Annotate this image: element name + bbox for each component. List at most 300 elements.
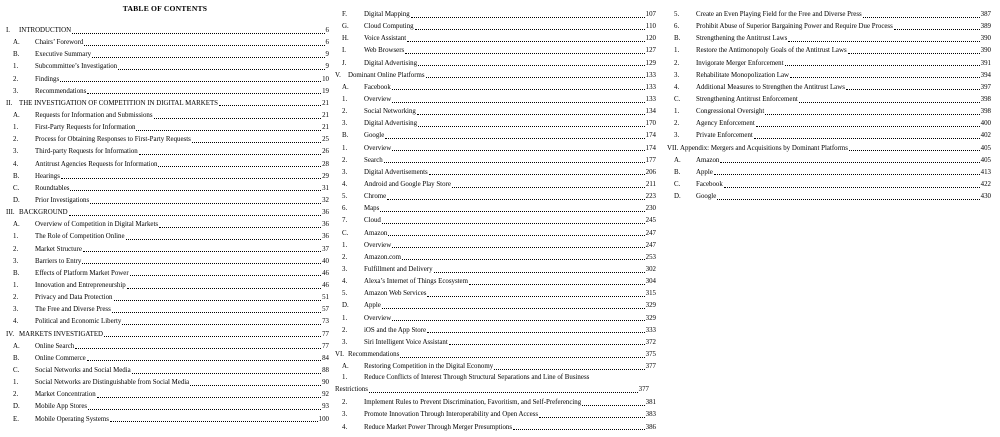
toc-entry[interactable] bbox=[335, 361, 656, 373]
toc-entry[interactable] bbox=[335, 45, 656, 57]
toc-entry[interactable] bbox=[667, 106, 991, 118]
toc-entry[interactable] bbox=[335, 203, 656, 215]
toc-entry-number: 1. bbox=[342, 95, 348, 103]
toc-entry-title: Prohibit Abuse of Superior Bargaining Power and Require Due Process bbox=[696, 23, 893, 31]
toc-entry[interactable] bbox=[335, 300, 656, 312]
toc-entry-title: Mobile Operating Systems bbox=[35, 415, 109, 423]
toc-entry-number: 3. bbox=[342, 168, 348, 176]
toc-entry-title: Amazon Web Services bbox=[364, 290, 427, 298]
toc-entry-title: Search bbox=[364, 156, 383, 164]
toc-entry-page: 90 bbox=[322, 379, 329, 387]
toc-entry[interactable] bbox=[6, 414, 329, 426]
toc-entry-number: 3. bbox=[342, 338, 348, 346]
dot-leader bbox=[790, 77, 980, 78]
dot-leader bbox=[717, 199, 979, 200]
dot-leader bbox=[97, 397, 321, 398]
dot-leader bbox=[407, 41, 644, 42]
toc-entry-number: 1. bbox=[342, 314, 348, 322]
toc-entry[interactable] bbox=[6, 98, 329, 110]
toc-entry[interactable] bbox=[6, 159, 329, 171]
dot-leader bbox=[756, 126, 980, 127]
dot-leader bbox=[429, 174, 645, 175]
toc-entry-page: 170 bbox=[645, 120, 656, 128]
dot-leader bbox=[136, 130, 321, 131]
toc-entry-page: 28 bbox=[322, 160, 329, 168]
dot-leader bbox=[382, 223, 645, 224]
toc-entry-title: Invigorate Merger Enforcement bbox=[696, 59, 784, 67]
toc-entry-title: Dominant Online Platforms bbox=[348, 71, 425, 79]
toc-entry-title: Privacy and Data Protection bbox=[35, 294, 113, 302]
toc-entry-number: J. bbox=[342, 59, 347, 67]
toc-entry-number: 2. bbox=[13, 75, 19, 83]
toc-entry-number: A. bbox=[13, 39, 20, 47]
toc-entry-page: 73 bbox=[322, 318, 329, 326]
toc-entry-page: 430 bbox=[980, 193, 991, 201]
toc-entry-title: INTRODUCTION bbox=[19, 27, 72, 34]
toc-entry[interactable] bbox=[667, 21, 991, 33]
toc-entry[interactable] bbox=[335, 82, 656, 94]
toc-entry-page: 84 bbox=[322, 354, 329, 362]
toc-entry-title: Requests for Information and Submissions bbox=[35, 111, 153, 119]
toc-entry[interactable] bbox=[667, 179, 991, 191]
dot-leader bbox=[72, 33, 324, 34]
toc-entry-title: Digital Advertising bbox=[364, 59, 418, 67]
toc-entry-page: 133 bbox=[645, 71, 656, 79]
toc-entry-page: 390 bbox=[980, 35, 991, 43]
toc-entry-number: 1. bbox=[13, 233, 19, 241]
dot-leader bbox=[382, 308, 645, 309]
dot-leader bbox=[159, 227, 321, 228]
dot-leader bbox=[392, 102, 644, 103]
dot-leader bbox=[765, 114, 979, 115]
toc-entry[interactable] bbox=[667, 9, 991, 21]
toc-entry-page: 133 bbox=[645, 83, 656, 91]
toc-entry-number: G. bbox=[342, 23, 349, 31]
toc-entry-number: 3. bbox=[13, 257, 19, 265]
toc-entry[interactable] bbox=[6, 25, 329, 37]
toc-entry[interactable] bbox=[6, 49, 329, 61]
toc-entry-page: 383 bbox=[645, 411, 656, 419]
toc-entry[interactable] bbox=[667, 33, 991, 45]
toc-entry-page: 206 bbox=[645, 168, 656, 176]
toc-entry-page: 398 bbox=[980, 108, 991, 116]
toc-entry-title: The Role of Competition Online bbox=[35, 233, 125, 241]
toc-entry-title: Facebook bbox=[364, 83, 391, 91]
toc-entry[interactable] bbox=[6, 134, 329, 146]
toc-entry-number: E. bbox=[13, 415, 19, 423]
toc-entry-number: B. bbox=[674, 35, 681, 43]
toc-entry[interactable] bbox=[335, 397, 656, 409]
toc-entry[interactable] bbox=[335, 252, 656, 264]
toc-entry-page: 405 bbox=[980, 156, 991, 164]
dot-leader bbox=[788, 41, 979, 42]
toc-entry[interactable] bbox=[6, 280, 329, 292]
toc-entry-page: 174 bbox=[645, 144, 656, 152]
toc-entry-title: Subcommittee’s Investigation bbox=[35, 63, 118, 71]
toc-entry-page: 405 bbox=[980, 144, 991, 152]
toc-entry[interactable] bbox=[667, 118, 991, 130]
toc-entry[interactable] bbox=[667, 45, 991, 57]
dot-leader bbox=[849, 150, 980, 151]
toc-entry[interactable] bbox=[6, 401, 329, 413]
toc-entry[interactable] bbox=[335, 58, 656, 70]
toc-entry[interactable] bbox=[6, 195, 329, 207]
dot-leader bbox=[118, 69, 324, 70]
dot-leader bbox=[452, 187, 645, 188]
toc-entry-page: 46 bbox=[322, 281, 329, 289]
toc-entry-page: 100 bbox=[318, 415, 329, 423]
toc-entry[interactable] bbox=[6, 183, 329, 195]
toc-entry-page: 413 bbox=[980, 168, 991, 176]
dot-leader bbox=[848, 53, 980, 54]
toc-entry[interactable] bbox=[335, 409, 656, 421]
toc-entry-number: A. bbox=[13, 111, 20, 119]
toc-entry-title: Android and Google Play Store bbox=[364, 180, 451, 188]
toc-entry-title: Overview of Competition in Digital Markets bbox=[35, 221, 159, 229]
toc-entry[interactable] bbox=[335, 167, 656, 179]
toc-entry-title: Google bbox=[364, 132, 385, 140]
dot-leader bbox=[434, 272, 645, 273]
dot-leader bbox=[112, 312, 321, 313]
dot-leader bbox=[799, 102, 980, 103]
toc-entry-number: B. bbox=[13, 51, 20, 59]
toc-entry-number: H. bbox=[342, 35, 349, 43]
toc-entry-number: 2. bbox=[674, 59, 680, 67]
toc-entry-number: 1. bbox=[674, 47, 680, 55]
toc-entry-number: C. bbox=[13, 366, 20, 374]
toc-entry-title: Apple bbox=[696, 168, 713, 176]
toc-entry-title: Promote Innovation Through Interoperability and Open Access bbox=[364, 411, 539, 419]
dot-leader bbox=[60, 81, 321, 82]
toc-entry[interactable] bbox=[6, 110, 329, 122]
toc-entry[interactable] bbox=[6, 74, 329, 86]
toc-entry[interactable] bbox=[6, 292, 329, 304]
toc-entry-title: Roundtables bbox=[35, 184, 70, 192]
toc-entry-number: A. bbox=[13, 342, 20, 350]
dot-leader bbox=[720, 162, 979, 163]
dot-leader bbox=[192, 142, 321, 143]
toc-entry[interactable] bbox=[335, 33, 656, 45]
dot-leader bbox=[894, 29, 980, 30]
toc-entry[interactable] bbox=[335, 240, 656, 252]
toc-entry[interactable] bbox=[6, 207, 329, 219]
toc-entry-number: C. bbox=[13, 184, 20, 192]
toc-entry-page: 77 bbox=[322, 342, 329, 350]
toc-entry[interactable] bbox=[667, 94, 991, 106]
toc-entry[interactable] bbox=[335, 94, 656, 106]
toc-entry-title: Siri Intelligent Voice Assistant bbox=[364, 338, 448, 346]
toc-entry-title: Chairs’ Foreword bbox=[35, 39, 84, 47]
toc-entry[interactable] bbox=[335, 228, 656, 240]
toc-entry[interactable] bbox=[335, 130, 656, 142]
toc-entry-title: Overview bbox=[364, 144, 392, 152]
toc-entry-title: iOS and the App Store bbox=[364, 326, 427, 334]
toc-entry-page: 127 bbox=[645, 47, 656, 55]
toc-entry-number: 4. bbox=[13, 160, 19, 168]
toc-entry-page: 329 bbox=[645, 302, 656, 310]
dot-leader bbox=[380, 211, 644, 212]
toc-entry-page: 377 bbox=[638, 386, 649, 394]
toc-entry[interactable] bbox=[335, 264, 656, 276]
toc-entry-title: Reduce Conflicts of Interest Through Structural Separations and Line of Business bbox=[364, 374, 590, 382]
toc-entry-page: 398 bbox=[980, 95, 991, 103]
toc-entry[interactable] bbox=[335, 215, 656, 227]
toc-entry-title: Overview bbox=[364, 241, 392, 249]
toc-entry-page: 390 bbox=[980, 47, 991, 55]
dot-leader bbox=[158, 166, 321, 167]
toc-entry[interactable] bbox=[335, 373, 656, 397]
dot-leader bbox=[139, 154, 321, 155]
toc-entry[interactable] bbox=[335, 143, 656, 155]
toc-entry-page: 134 bbox=[645, 108, 656, 116]
toc-entry[interactable] bbox=[335, 70, 656, 82]
toc-entry[interactable] bbox=[6, 353, 329, 365]
toc-entry-page: 223 bbox=[645, 193, 656, 201]
toc-entry-page: 37 bbox=[322, 245, 329, 253]
toc-entry-page: 32 bbox=[322, 196, 329, 204]
dot-leader bbox=[388, 235, 644, 236]
toc-entry-title: Third-party Requests for Information bbox=[35, 148, 138, 156]
toc-entry-page: 120 bbox=[645, 35, 656, 43]
toc-title: TABLE OF CONTENTS bbox=[122, 4, 208, 13]
toc-entry-number: IV. bbox=[6, 330, 15, 338]
dot-leader bbox=[190, 385, 321, 386]
toc-entry-title: Findings bbox=[35, 75, 60, 83]
toc-entry-title: The Free and Diverse Press bbox=[35, 306, 111, 314]
toc-entry-number: D. bbox=[342, 302, 349, 310]
toc-entry[interactable] bbox=[6, 389, 329, 401]
toc-entry-number: V. bbox=[335, 71, 341, 79]
toc-entry[interactable] bbox=[6, 219, 329, 231]
toc-entry[interactable] bbox=[335, 191, 656, 203]
toc-entry-number: A. bbox=[674, 156, 681, 164]
toc-entry-title: Market Concentration bbox=[35, 391, 96, 399]
toc-entry-title: Executive Summary bbox=[35, 51, 92, 59]
toc-entry-title: Reduce Market Power Through Merger Presumptions bbox=[364, 423, 513, 431]
toc-entry-page: 88 bbox=[322, 366, 329, 374]
dot-leader bbox=[130, 275, 321, 276]
toc-entry[interactable] bbox=[6, 61, 329, 73]
toc-entry-page: 110 bbox=[645, 23, 656, 31]
toc-entry-number: 1. bbox=[342, 374, 348, 382]
toc-entry-title: Private Enforcement bbox=[696, 132, 753, 140]
toc-entry[interactable] bbox=[6, 377, 329, 389]
dot-leader bbox=[392, 320, 644, 321]
toc-entry-page: 315 bbox=[645, 290, 656, 298]
toc-entry-title: Cloud Computing bbox=[364, 23, 414, 31]
toc-entry-number: VI. bbox=[335, 350, 344, 358]
toc-entry[interactable] bbox=[335, 422, 656, 434]
toc-entry-title: Create an Even Playing Field for the Free and Diverse Press bbox=[696, 11, 862, 18]
dot-leader bbox=[132, 373, 321, 374]
toc-entry-number: 3. bbox=[13, 148, 19, 156]
toc-entry[interactable] bbox=[335, 118, 656, 130]
toc-entry[interactable] bbox=[335, 313, 656, 325]
toc-entry-title: Strengthening the Antitrust Laws bbox=[696, 35, 788, 43]
toc-entry-number: 1. bbox=[13, 63, 19, 71]
toc-entry-title: Digital Advertising bbox=[364, 120, 418, 128]
toc-entry[interactable] bbox=[6, 86, 329, 98]
toc-entry-page: 329 bbox=[645, 314, 656, 322]
toc-entry-number: 6. bbox=[342, 205, 348, 213]
toc-entry[interactable] bbox=[335, 276, 656, 288]
toc-entry-title: First-Party Requests for Information bbox=[35, 124, 136, 132]
toc-entry-title: Apple bbox=[364, 302, 381, 310]
toc-entry-number: VII. bbox=[667, 144, 679, 152]
toc-entry[interactable] bbox=[667, 130, 991, 142]
dot-leader bbox=[754, 138, 980, 139]
toc-entry-page: 19 bbox=[322, 87, 329, 95]
toc-entry[interactable] bbox=[6, 146, 329, 158]
toc-entry[interactable] bbox=[667, 191, 991, 203]
toc-entry[interactable] bbox=[335, 288, 656, 300]
toc-entry-number: B. bbox=[674, 168, 681, 176]
toc-entry[interactable] bbox=[6, 329, 329, 341]
toc-entry[interactable] bbox=[6, 37, 329, 49]
toc-entry-number: 4. bbox=[674, 83, 680, 91]
toc-entry-number: A. bbox=[13, 221, 20, 229]
dot-leader bbox=[110, 421, 318, 422]
toc-entry[interactable] bbox=[335, 9, 656, 21]
dot-leader bbox=[418, 65, 645, 66]
toc-entry[interactable] bbox=[335, 106, 656, 118]
toc-entry-page: 9 bbox=[325, 51, 329, 59]
toc-entry-page: 381 bbox=[645, 399, 656, 407]
toc-entry-page: 253 bbox=[645, 253, 656, 261]
toc-entry-number: B. bbox=[13, 269, 20, 277]
toc-entry-title: Restoring Competition in the Digital Economy bbox=[364, 363, 494, 371]
toc-entry[interactable] bbox=[667, 70, 991, 82]
dot-leader bbox=[88, 409, 321, 410]
toc-entry[interactable] bbox=[335, 325, 656, 337]
toc-entry[interactable] bbox=[667, 143, 991, 155]
toc-entry[interactable] bbox=[335, 179, 656, 191]
toc-entry[interactable] bbox=[335, 155, 656, 167]
toc-entry-page: 10 bbox=[322, 75, 329, 83]
toc-entry-page: 177 bbox=[645, 156, 656, 164]
toc-entry-title: Rehabilitate Monopolization Law bbox=[696, 71, 790, 79]
toc-entry[interactable] bbox=[6, 304, 329, 316]
toc-entry-title: Barriers to Entry bbox=[35, 257, 82, 265]
toc-entry-title: Maps bbox=[364, 205, 380, 213]
toc-entry-page: 375 bbox=[645, 350, 656, 358]
toc-entry-page: 394 bbox=[980, 71, 991, 79]
toc-entry-page: 389 bbox=[980, 23, 991, 31]
toc-entry-title: Web Browsers bbox=[364, 47, 405, 55]
toc-entry-number: B. bbox=[13, 354, 20, 362]
toc-entry-number: A. bbox=[342, 83, 349, 91]
toc-entry-page: 6 bbox=[325, 27, 329, 34]
toc-entry-title-continued: Restrictions bbox=[335, 386, 368, 394]
toc-entry-title: Overview bbox=[364, 95, 392, 103]
toc-entry-title: Implement Rules to Prevent Discrimination, Favoritism, and Self-Preferencing bbox=[364, 399, 582, 407]
toc-entry-title: Effects of Platform Market Power bbox=[35, 269, 129, 277]
toc-entry-page: 36 bbox=[322, 209, 329, 217]
toc-entry[interactable] bbox=[335, 337, 656, 349]
toc-entry[interactable] bbox=[667, 155, 991, 167]
toc-entry-title: Market Structure bbox=[35, 245, 82, 253]
toc-entry-number: 2. bbox=[13, 136, 19, 144]
toc-entry-page: 386 bbox=[645, 423, 656, 431]
toc-entry-number: 1. bbox=[13, 379, 19, 387]
toc-entry[interactable] bbox=[335, 21, 656, 33]
toc-entry-number: B. bbox=[342, 132, 349, 140]
toc-entry-number: 1. bbox=[674, 108, 680, 116]
toc-entry-title: Social Networks are Distinguishable from Social Media bbox=[35, 379, 190, 387]
toc-entry[interactable] bbox=[6, 244, 329, 256]
toc-entry-title: Hearings bbox=[35, 172, 60, 180]
toc-entry-page: 391 bbox=[980, 59, 991, 67]
toc-entry-page: 21 bbox=[322, 99, 329, 107]
toc-entry[interactable] bbox=[335, 349, 656, 361]
toc-entry[interactable] bbox=[667, 167, 991, 179]
dot-leader bbox=[405, 53, 644, 54]
toc-entry-number: D. bbox=[13, 403, 20, 411]
toc-entry-title: Fulfillment and Delivery bbox=[364, 265, 433, 273]
dot-leader bbox=[104, 336, 321, 337]
toc-entry-number: 5. bbox=[342, 193, 348, 201]
dot-leader bbox=[513, 429, 645, 430]
toc-entry-page: 304 bbox=[645, 278, 656, 286]
toc-entry-title: Online Commerce bbox=[35, 354, 86, 362]
toc-entry[interactable] bbox=[667, 82, 991, 94]
toc-entry[interactable] bbox=[6, 231, 329, 243]
toc-entry[interactable] bbox=[6, 365, 329, 377]
toc-entry-title: Google bbox=[696, 193, 717, 201]
toc-entry[interactable] bbox=[6, 268, 329, 280]
dot-leader bbox=[92, 57, 324, 58]
dot-leader bbox=[69, 215, 321, 216]
toc-entry-title: Voice Assistant bbox=[364, 35, 407, 43]
toc-entry-number: 2. bbox=[342, 156, 348, 164]
toc-entry-title: MARKETS INVESTIGATED bbox=[19, 330, 104, 338]
toc-entry-page: 29 bbox=[322, 172, 329, 180]
toc-entry[interactable] bbox=[6, 316, 329, 328]
toc-entry[interactable] bbox=[6, 256, 329, 268]
toc-entry-number: 1. bbox=[13, 281, 19, 289]
toc-entry-number: 5. bbox=[342, 290, 348, 298]
toc-entry[interactable] bbox=[6, 122, 329, 134]
dot-leader bbox=[70, 190, 321, 191]
toc-entry-number: 4. bbox=[342, 278, 348, 286]
dot-leader bbox=[402, 259, 645, 260]
dot-leader bbox=[83, 251, 321, 252]
toc-entry-number: C. bbox=[674, 95, 681, 103]
toc-column-2 bbox=[335, 9, 656, 434]
toc-entry-number: 3. bbox=[13, 306, 19, 314]
dot-leader bbox=[724, 187, 980, 188]
dot-leader bbox=[384, 162, 645, 163]
dot-leader bbox=[82, 263, 321, 264]
toc-entry-title: Online Search bbox=[35, 342, 75, 350]
toc-entry-title: Antitrust Agencies Requests for Information bbox=[35, 160, 158, 168]
toc-entry-title: Prior Investigations bbox=[35, 196, 90, 204]
toc-entry-title: Alexa’s Internet of Things Ecosystem bbox=[364, 278, 468, 286]
toc-entry[interactable] bbox=[6, 171, 329, 183]
toc-entry-page: 230 bbox=[645, 205, 656, 213]
dot-leader bbox=[863, 17, 980, 18]
toc-entry[interactable] bbox=[667, 58, 991, 70]
dot-leader bbox=[539, 417, 645, 418]
dot-leader bbox=[90, 203, 321, 204]
dot-leader bbox=[392, 247, 644, 248]
toc-entry-page: 92 bbox=[322, 391, 329, 399]
dot-leader bbox=[417, 114, 645, 115]
dot-leader bbox=[582, 405, 644, 406]
toc-entry-number: II. bbox=[6, 99, 13, 107]
toc-entry-number: C. bbox=[342, 229, 349, 237]
toc-entry[interactable] bbox=[6, 341, 329, 353]
